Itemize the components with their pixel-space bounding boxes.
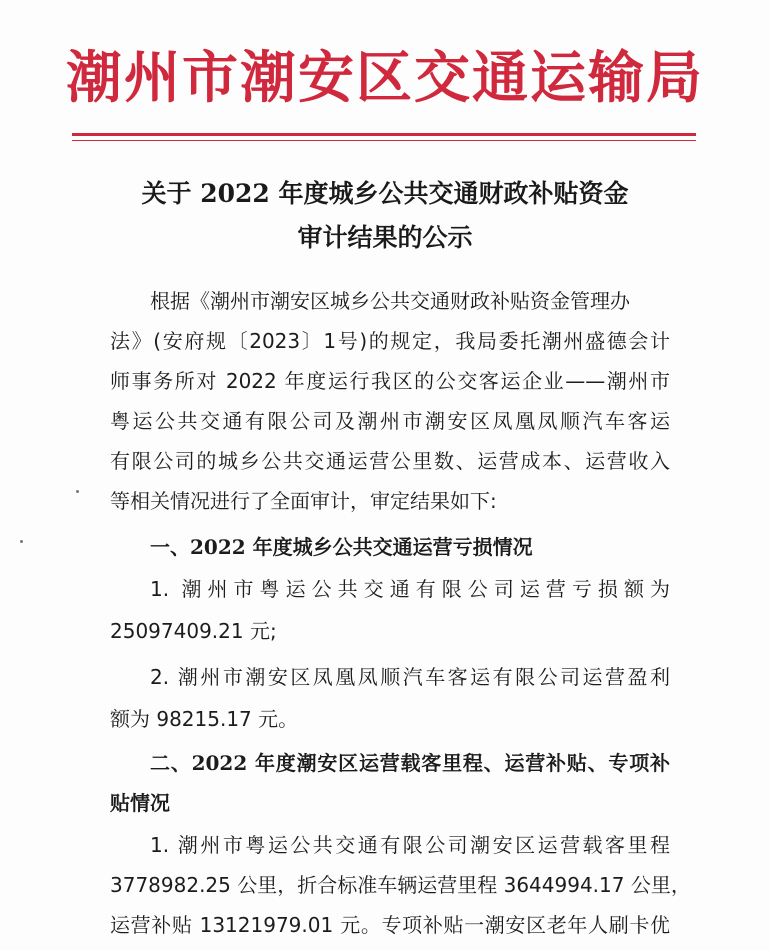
list-item-line: 1. 潮州市粤运公共交通有限公司潮安区运营载客里程 [150, 833, 670, 857]
list-item-line: 额为 98215.17 元。 [110, 707, 299, 731]
list-item-line: 运营补贴 13121979.01 元。专项补贴一潮安区老年人刷卡优 [110, 913, 670, 937]
list-item-line: 1. 潮州市粤运公共交通有限公司运营亏损额为 [150, 577, 670, 601]
scan-speck [20, 540, 23, 543]
organization-header: 潮州市潮安区交通运输局 [66, 45, 704, 111]
scan-speck [76, 490, 79, 493]
paragraph-line: 粤运公共交通有限公司及潮州市潮安区凤凰凤顺汽车客运 [110, 409, 670, 433]
list-item-line: 3778982.25 公里，折合标准车辆运营里程 3644994.17 公里， [110, 873, 691, 897]
paragraph-line: 法》(安府规〔2023〕1号)的规定，我局委托潮州盛德会计 [110, 329, 670, 353]
document-title-line-1: 关于 2022 年度城乡公共交通财政补贴资金 [141, 179, 629, 208]
list-item-line: 25097409.21 元; [110, 619, 277, 643]
paragraph-line: 有限公司的城乡公共交通运营公里数、运营成本、运营收入 [110, 449, 670, 473]
section-heading: 一、2022 年度城乡公共交通运营亏损情况 [150, 535, 533, 559]
header-rule-thick [72, 133, 696, 136]
header-rule-thin [72, 140, 696, 141]
paragraph-line: 师事务所对 2022 年度运行我区的公交客运企业——潮州市 [110, 369, 670, 393]
paragraph-line: 根据《潮州市潮安区城乡公共交通财政补贴资金管理办 [150, 289, 630, 313]
section-heading: 二、2022 年度潮安区运营载客里程、运营补贴、专项补 [150, 751, 670, 775]
document-title-line-2: 审计结果的公示 [297, 223, 473, 252]
section-heading: 贴情况 [110, 791, 170, 815]
paragraph-line: 等相关情况进行了全面审计，审定结果如下: [110, 489, 497, 513]
list-item-line: 2. 潮州市潮安区凤凰凤顺汽车客运有限公司运营盈利 [150, 665, 670, 689]
